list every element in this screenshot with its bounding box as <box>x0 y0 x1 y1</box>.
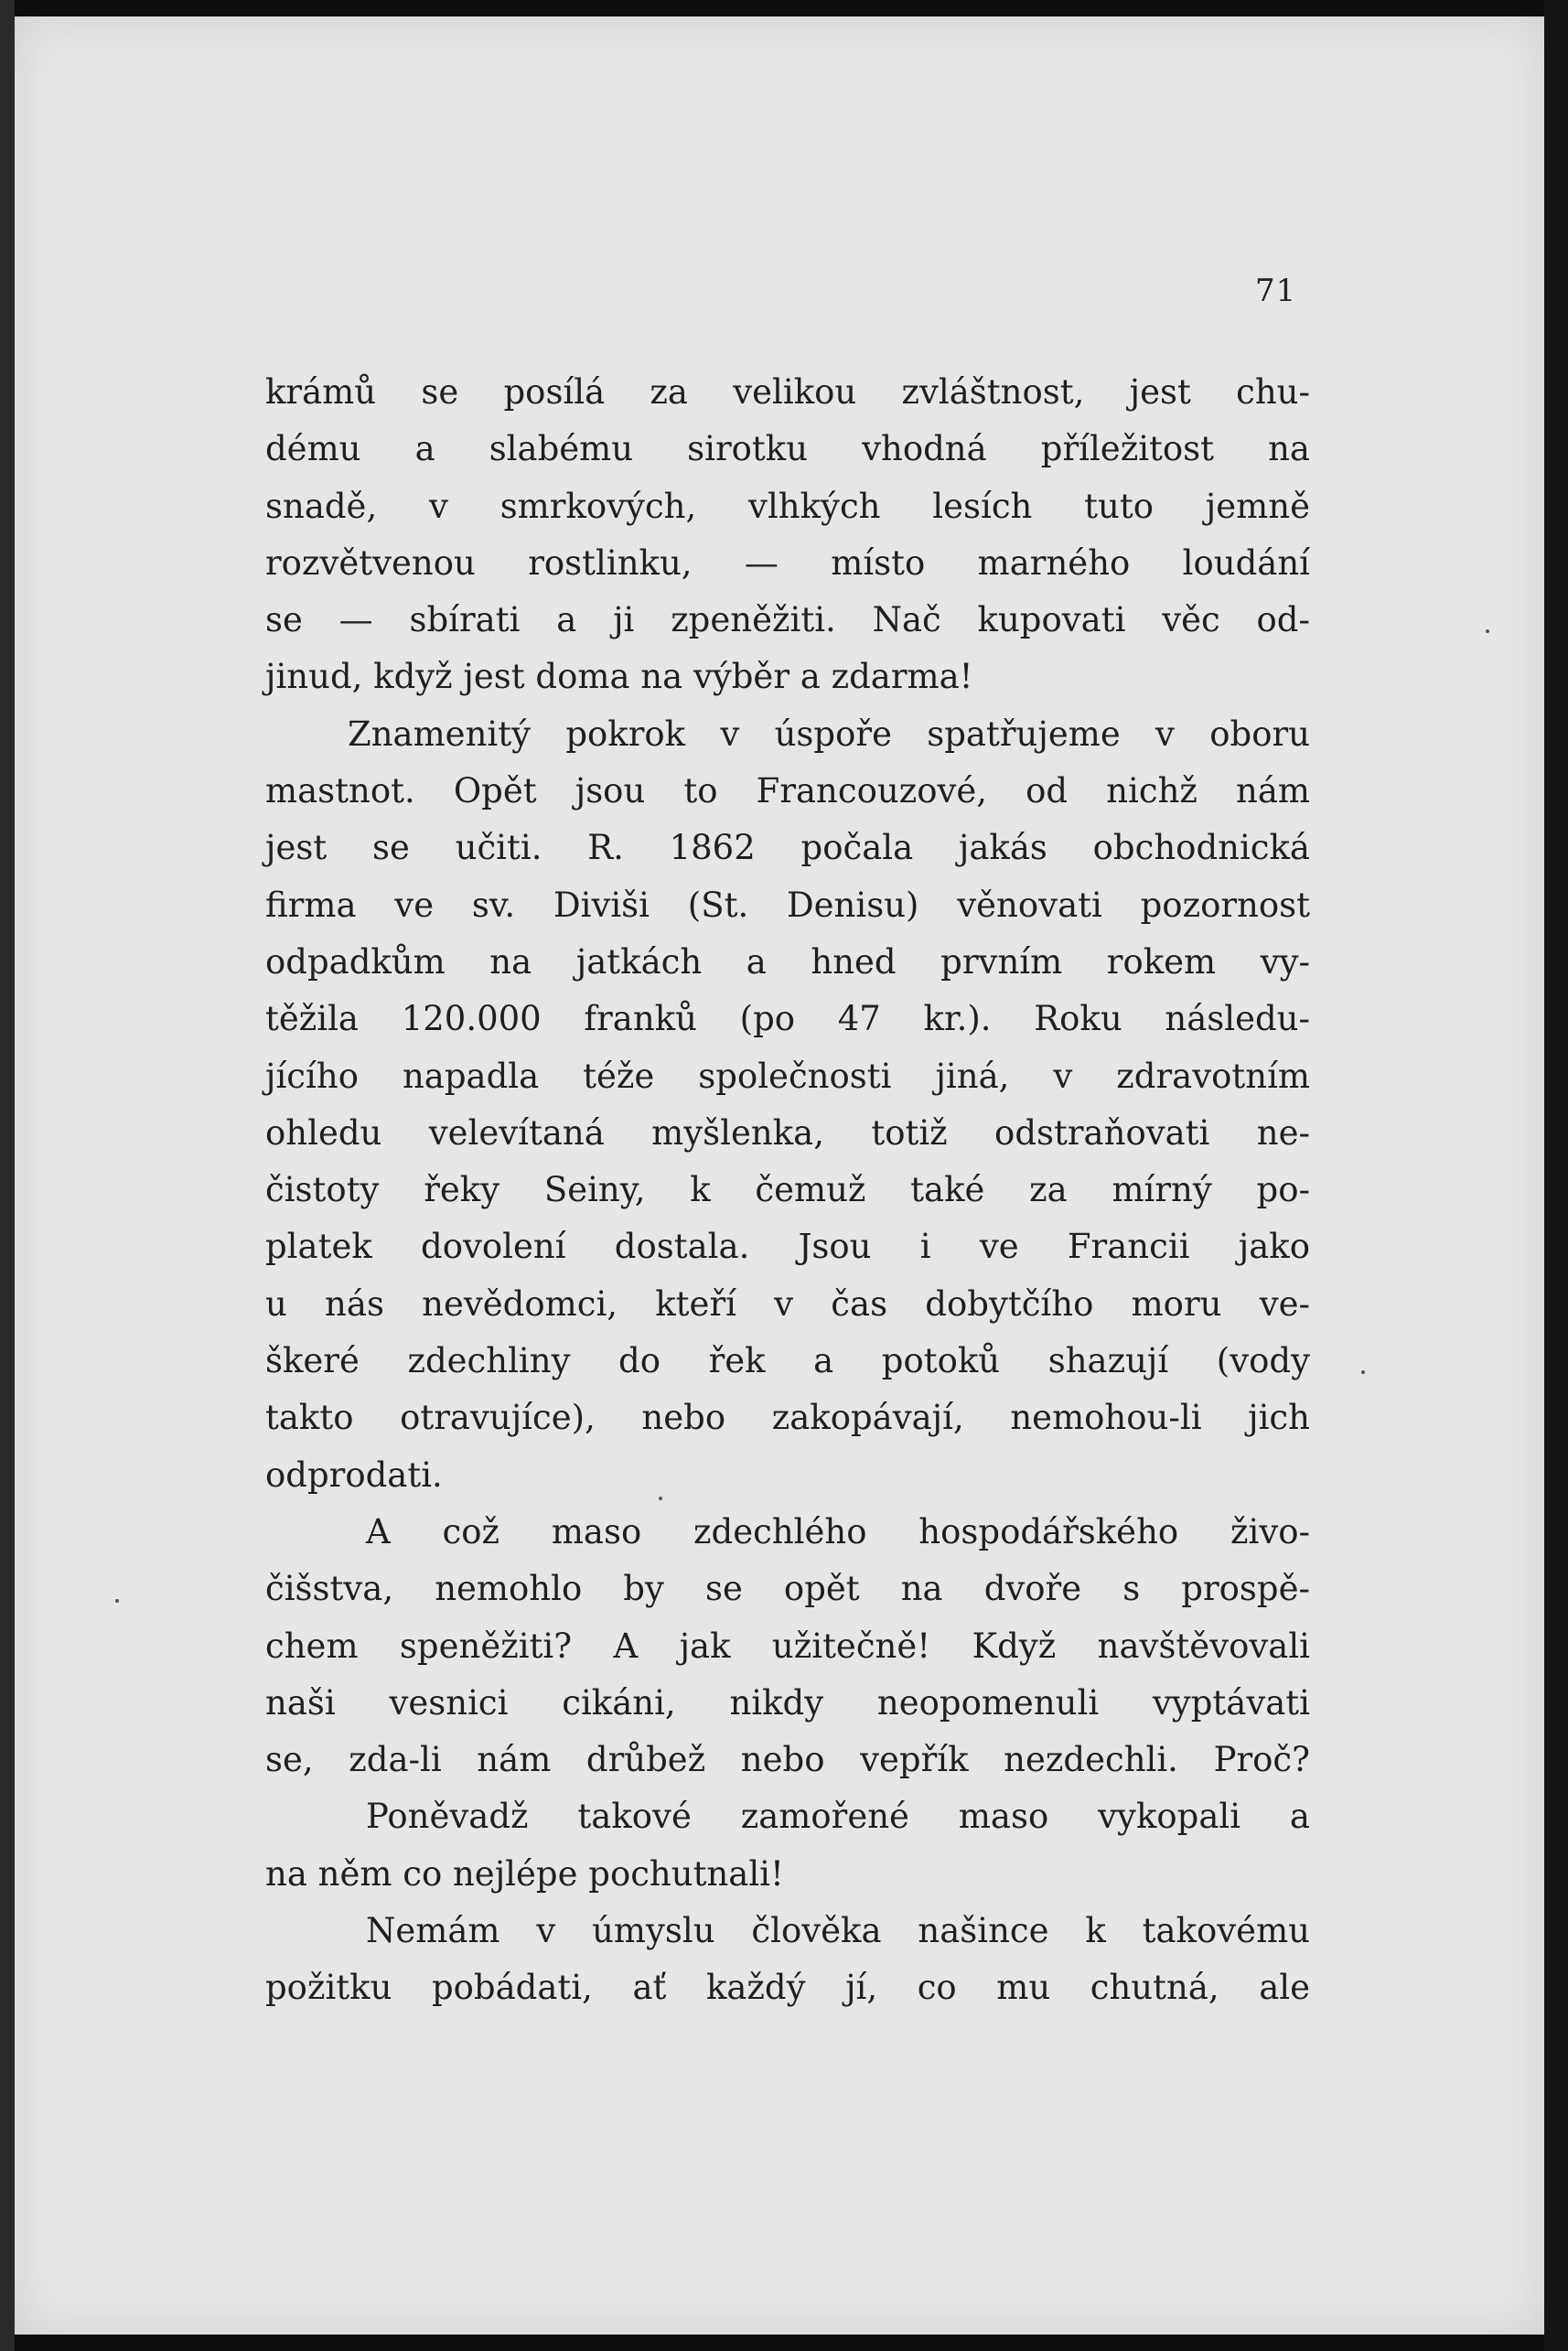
text-line: se, zda-li nám drůbež nebo vepřík nezdechli. Proč? <box>265 1740 1310 1780</box>
text-line: požitku pobádati, ať každý jí, co mu chutná, ale <box>265 1968 1310 2008</box>
text-line: krámů se posílá za velikou zvláštnost, jest chu- <box>265 372 1310 412</box>
text-line: naši vesnici cikáni, nikdy neopomenuli vyptávati <box>265 1682 1310 1723</box>
text-line: chem speněžiti? A jak užitečně! Když navštěvovali <box>265 1626 1310 1666</box>
dust-speck <box>1361 1370 1365 1374</box>
text-line: jest se učiti. R. 1862 počala jakás obchodnická <box>265 828 1310 868</box>
text-line: snadě, v smrkových, vlhkých lesích tuto jemně <box>265 486 1310 526</box>
text-line: odpadkům na jatkách a hned prvním rokem vy- <box>265 941 1310 982</box>
right-page-edge <box>1544 0 1568 2351</box>
paragraph-start-line: Znamenitý pokrok v úspoře spatřujeme v oboru <box>348 714 1310 754</box>
dust-speck <box>1486 629 1489 633</box>
text-line: čistoty řeky Seiny, k čemuž také za mírný po- <box>265 1170 1310 1210</box>
text-line: škeré zdechliny do řek a potoků shazují (vody <box>265 1341 1310 1381</box>
text-line: na něm co nejlépe pochutnali! <box>265 1853 784 1894</box>
paragraph-start-line: Nemám v úmyslu člověka našince k takovému <box>366 1911 1310 1951</box>
dust-speck <box>659 1497 662 1500</box>
text-line: těžila 120.000 franků (po 47 kr.). Roku následu- <box>265 999 1310 1039</box>
text-line: ohledu velevítaná myšlenka, totiž odstraňovati ne- <box>265 1112 1310 1153</box>
text-line: takto otravujíce), nebo zakopávají, nemohou-li jich <box>265 1398 1310 1438</box>
text-line: čišstva, nemohlo by se opět na dvoře s prospě- <box>265 1569 1310 1609</box>
text-line: jícího napadla téže společnosti jiná, v zdravotním <box>265 1056 1310 1096</box>
paragraph-start-line: A což maso zdechlého hospodářského živo- <box>366 1511 1310 1551</box>
dust-speck <box>115 1599 119 1603</box>
left-page-edge <box>0 0 15 2351</box>
page-number: 71 <box>1255 273 1297 309</box>
text-line: dému a slabému sirotku vhodná příležitost na <box>265 429 1310 469</box>
text-line: firma ve sv. Diviši (St. Denisu) věnovati pozornost <box>265 885 1310 925</box>
text-line: u nás nevědomci, kteří v čas dobytčího moru ve- <box>265 1283 1310 1324</box>
text-line: jinud, když jest doma na výběr a zdarma! <box>265 657 973 697</box>
text-line: se — sbírati a ji zpeněžiti. Nač kupovati věc od- <box>265 600 1310 640</box>
text-line: platek dovolení dostala. Jsou i ve Francii jako <box>265 1227 1310 1267</box>
body-text <box>265 364 1310 2017</box>
text-line: rozvětvenou rostlinku, — místo marného loudání <box>265 542 1310 583</box>
paragraph-start-line: Poněvadž takové zamořené maso vykopali a <box>366 1797 1310 1837</box>
text-line: mastnot. Opět jsou to Francouzové, od nichž nám <box>265 771 1310 811</box>
text-line: odprodati. <box>265 1455 443 1495</box>
